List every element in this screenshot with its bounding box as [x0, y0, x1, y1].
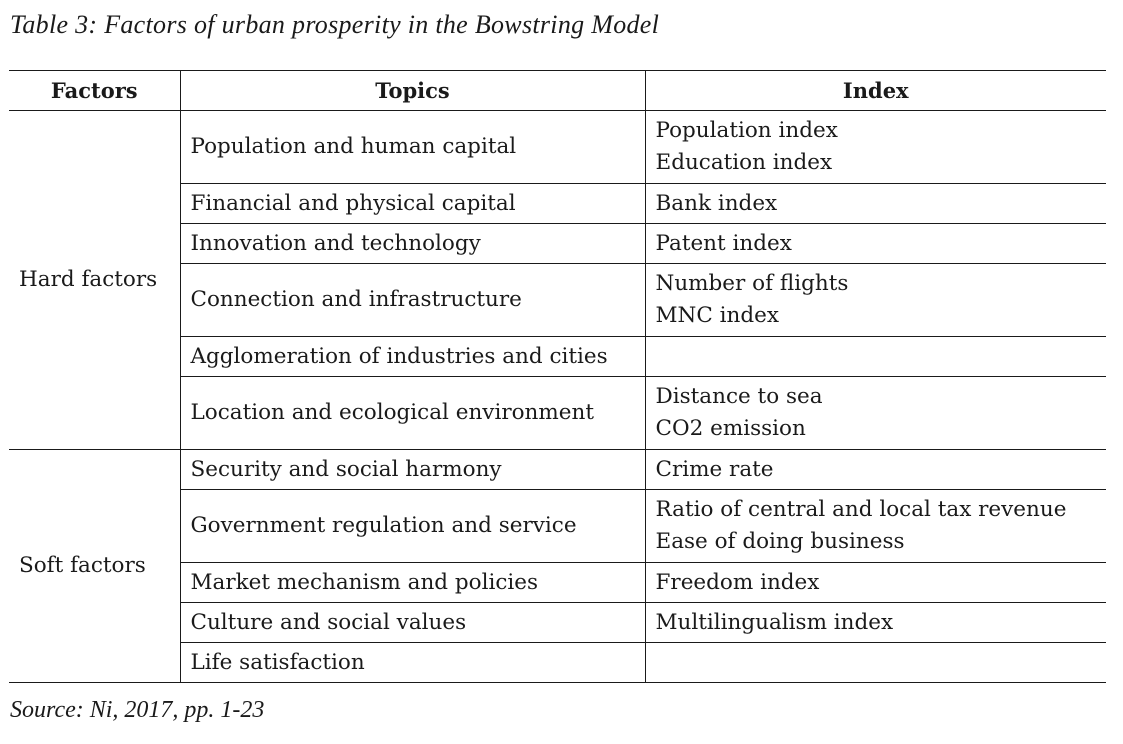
index-item: Ease of doing business — [655, 529, 905, 554]
topic-cell: Government regulation and service — [180, 490, 645, 563]
index-cell — [645, 224, 1106, 264]
header-factors: Factors — [9, 71, 180, 111]
index-cell — [645, 450, 1106, 490]
table-header-row — [9, 71, 1106, 111]
index-item: MNC index — [655, 303, 779, 328]
index-cell — [645, 337, 1106, 377]
topic-cell: Agglomeration of industries and cities — [180, 337, 645, 377]
topic-cell: Market mechanism and policies — [180, 563, 645, 603]
index-cell — [645, 264, 1106, 337]
index-cell — [645, 377, 1106, 450]
topic-cell: Population and human capital — [180, 111, 645, 184]
table-body — [9, 111, 1106, 683]
topic-cell: Security and social harmony — [180, 450, 645, 490]
header-index: Index — [645, 71, 1106, 111]
topic-cell: Location and ecological environment — [180, 377, 645, 450]
index-item: Number of flights — [655, 271, 849, 296]
index-cell — [645, 563, 1106, 603]
index-item: Distance to sea — [655, 384, 823, 409]
index-item: Bank index — [655, 190, 778, 216]
table-row — [9, 111, 1106, 184]
topic-cell: Financial and physical capital — [180, 184, 645, 224]
index-item: Multilingualism index — [655, 609, 894, 635]
table-row — [9, 450, 1106, 490]
factors-table — [9, 70, 1106, 683]
factor-cell: Soft factors — [9, 450, 180, 683]
topic-cell: Life satisfaction — [180, 643, 645, 683]
index-cell — [645, 643, 1106, 683]
index-cell — [645, 603, 1106, 643]
index-item: Ratio of central and local tax revenue — [655, 497, 1067, 522]
index-item: Population index — [655, 118, 838, 143]
index-cell — [645, 111, 1106, 184]
index-item: Patent index — [655, 230, 792, 256]
index-item: Education index — [655, 150, 833, 175]
topic-cell: Culture and social values — [180, 603, 645, 643]
table-caption: Table 3: Factors of urban prosperity in the Bowstring Model — [10, 10, 660, 39]
index-item: Freedom index — [655, 569, 820, 595]
index-cell — [645, 184, 1106, 224]
index-item: Crime rate — [655, 456, 774, 482]
factor-cell: Hard factors — [9, 111, 180, 450]
topic-cell: Innovation and technology — [180, 224, 645, 264]
index-cell — [645, 490, 1106, 563]
topic-cell: Connection and infrastructure — [180, 264, 645, 337]
index-item: CO2 emission — [655, 416, 806, 441]
header-topics: Topics — [180, 71, 645, 111]
table-source: Source: Ni, 2017, pp. 1-23 — [10, 697, 265, 723]
